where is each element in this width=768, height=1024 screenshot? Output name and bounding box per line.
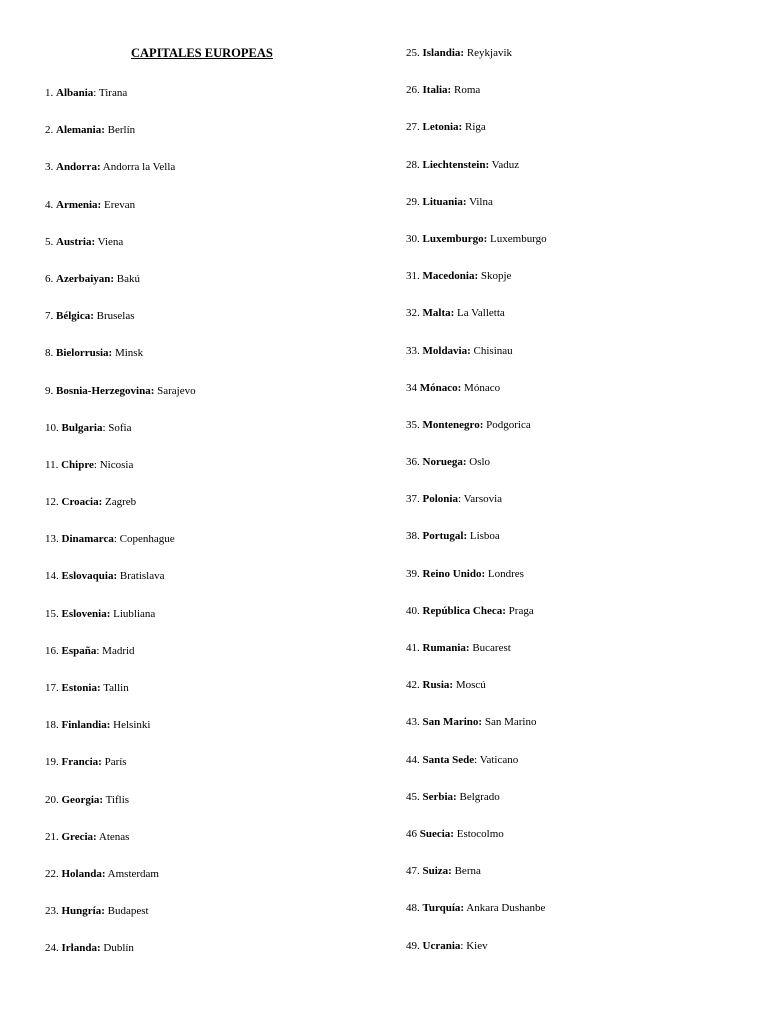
- list-item: [406, 195, 547, 232]
- entry-number: 6.: [45, 272, 56, 285]
- entry-capital: Bratislava: [119, 570, 165, 583]
- entry-country: Italia:: [422, 84, 452, 97]
- entry-capital: Estocolmo: [456, 827, 504, 840]
- entry-capital: Tallin: [103, 682, 129, 694]
- entry-country: Holanda:: [61, 867, 106, 880]
- list-item: [406, 678, 547, 715]
- entry-capital: San Marino: [484, 716, 537, 729]
- entry-number: 25.: [406, 47, 423, 59]
- entry-capital: Luxemburgo: [490, 232, 547, 245]
- entry-country: Finlandia:: [61, 719, 111, 732]
- entry-country: Mónaco:: [419, 381, 462, 394]
- entry-country: Francia:: [61, 756, 102, 769]
- entry-capital: Andorra la Vella: [102, 161, 176, 174]
- entry-capital: Oslo: [469, 456, 491, 469]
- entry-capital: Amsterdam: [107, 867, 159, 880]
- entry-number: 27.: [406, 121, 423, 134]
- entry-number: 34: [406, 381, 420, 394]
- entry-separator: :: [113, 533, 120, 546]
- entry-capital: Bucarest: [472, 642, 511, 654]
- entry-capital: Skopje: [480, 270, 512, 283]
- list-item: [45, 830, 196, 867]
- entry-country: Dinamarca: [61, 533, 114, 546]
- entry-capital: Vaduz: [491, 158, 520, 171]
- entry-number: 21.: [45, 830, 62, 843]
- entry-number: 19.: [45, 756, 62, 769]
- entry-country: Alemania:: [56, 124, 105, 137]
- entry-number: 4.: [45, 198, 56, 211]
- list-item: [45, 681, 196, 718]
- entry-number: 8.: [45, 347, 56, 360]
- list-item: [406, 269, 547, 306]
- list-item: [406, 83, 547, 120]
- list-item: [406, 790, 547, 827]
- list-item: [45, 160, 196, 197]
- list-item: [406, 120, 547, 157]
- entry-number: 11.: [45, 458, 62, 471]
- entry-number: 47.: [406, 865, 423, 878]
- entry-number: 23.: [45, 905, 62, 918]
- entry-capital: París: [104, 756, 127, 769]
- list-item: [45, 346, 196, 383]
- list-item: [406, 939, 547, 976]
- list-item: [406, 753, 547, 790]
- entry-country: San Marino:: [422, 716, 483, 729]
- entry-capital: Copenhague: [119, 533, 175, 546]
- entry-separator: :: [457, 493, 464, 506]
- entry-capital: Lisboa: [469, 530, 500, 543]
- entry-number: 46: [406, 827, 420, 840]
- entry-separator: :: [102, 421, 109, 434]
- entry-number: 41.: [406, 642, 423, 654]
- entry-number: 39.: [406, 567, 423, 580]
- list-item: [45, 755, 196, 792]
- entry-number: 31.: [406, 270, 423, 283]
- list-item: [406, 381, 547, 418]
- entry-number: 12.: [45, 496, 62, 509]
- list-item: [406, 232, 547, 269]
- entry-number: 14.: [45, 570, 62, 583]
- entry-country: Bosnia-Herzegovina:: [56, 384, 155, 397]
- entry-country: Luxemburgo:: [422, 232, 488, 245]
- list-item: [406, 529, 547, 566]
- entry-separator: :: [93, 87, 99, 99]
- list-item: [406, 344, 547, 381]
- entry-capital: Erevan: [103, 198, 136, 211]
- entry-number: 42.: [406, 679, 423, 692]
- entry-country: Bulgaria: [61, 421, 103, 434]
- entry-number: 22.: [45, 867, 62, 880]
- list-item: [45, 569, 196, 606]
- list-item: [45, 607, 196, 644]
- entry-country: Azerbaiyan:: [56, 272, 115, 285]
- entry-capital: Berna: [454, 865, 481, 878]
- entry-separator: :: [460, 939, 467, 952]
- entry-number: 18.: [45, 719, 62, 732]
- entry-country: Armenia:: [56, 198, 102, 211]
- entry-separator: :: [474, 753, 480, 766]
- list-item: [406, 827, 547, 864]
- entry-number: 30.: [406, 232, 423, 245]
- list-item: [45, 941, 196, 978]
- entry-number: 43.: [406, 716, 423, 729]
- entry-capital: Podgorica: [486, 418, 531, 431]
- entry-country: Islandia:: [422, 47, 465, 59]
- entry-capital: Kiev: [466, 939, 488, 952]
- entry-capital: Zagreb: [104, 496, 137, 509]
- entry-capital: Atenas: [98, 830, 130, 843]
- entry-country: Montenegro:: [422, 418, 484, 431]
- entry-capital: Bakú: [116, 272, 141, 285]
- entry-country: Austria:: [56, 235, 96, 248]
- list-item: [406, 492, 547, 529]
- entry-capital: Praga: [508, 604, 534, 617]
- entry-capital: Tirana: [98, 87, 128, 99]
- entry-capital: Roma: [453, 84, 481, 97]
- entry-number: 1.: [45, 87, 56, 99]
- list-item: [45, 198, 196, 235]
- entry-country: Rumania:: [422, 642, 470, 654]
- list-item: [45, 867, 196, 904]
- entry-capital: Chisinau: [473, 344, 513, 357]
- entry-capital: Tiflis: [105, 793, 130, 806]
- entry-number: 13.: [45, 533, 62, 546]
- entry-number: 10.: [45, 421, 62, 434]
- entry-number: 26.: [406, 84, 423, 97]
- entry-capital: Varsovia: [463, 493, 503, 506]
- entry-number: 38.: [406, 530, 423, 543]
- entry-capital: Nicosia: [99, 458, 134, 471]
- left-column-list: [45, 86, 196, 979]
- list-item: [45, 86, 196, 123]
- entry-country: Polonia: [422, 493, 458, 506]
- entry-country: Estonia:: [61, 682, 101, 694]
- entry-number: 7.: [45, 310, 56, 323]
- entry-country: Eslovaquia:: [61, 570, 118, 583]
- list-item: [406, 158, 547, 195]
- list-item: [45, 904, 196, 941]
- entry-capital: Riga: [464, 121, 486, 134]
- list-item: [45, 495, 196, 532]
- entry-number: 9.: [45, 384, 56, 397]
- entry-separator: :: [96, 644, 103, 657]
- entry-capital: Reykjavik: [466, 47, 513, 59]
- entry-capital: Viena: [97, 235, 124, 248]
- entry-country: España: [61, 644, 97, 657]
- list-item: [406, 641, 547, 678]
- entry-capital: Vilna: [469, 195, 493, 208]
- entry-number: 37.: [406, 493, 423, 506]
- entry-number: 32.: [406, 307, 423, 320]
- entry-country: Portugal:: [422, 530, 468, 543]
- entry-country: Andorra:: [56, 161, 101, 174]
- entry-capital: Budapest: [107, 905, 149, 918]
- entry-capital: Minsk: [114, 347, 144, 360]
- entry-capital: Sarajevo: [157, 384, 196, 397]
- entry-capital: Madrid: [102, 644, 135, 657]
- entry-country: Ucrania: [422, 939, 461, 952]
- entry-country: Albania: [56, 87, 94, 99]
- entry-country: Lituania:: [422, 195, 467, 208]
- entry-country: Serbia:: [422, 790, 457, 803]
- list-item: [45, 793, 196, 830]
- entry-country: Grecia:: [61, 830, 97, 843]
- entry-country: Turquía:: [422, 902, 465, 915]
- list-item: [406, 418, 547, 455]
- entry-country: Letonia:: [422, 121, 463, 134]
- entry-capital: Dublín: [103, 942, 134, 955]
- entry-country: Reino Unido:: [422, 567, 486, 580]
- list-item: [406, 567, 547, 604]
- entry-capital: Ankara Dushanbe: [466, 902, 546, 915]
- list-item: [406, 715, 547, 752]
- entry-number: 44.: [406, 753, 423, 766]
- list-item: [406, 46, 547, 83]
- list-item: [45, 309, 196, 346]
- right-column-list: [406, 46, 547, 976]
- entry-number: 28.: [406, 158, 423, 171]
- entry-number: 24.: [45, 942, 62, 955]
- entry-country: Moldavia:: [422, 344, 471, 357]
- list-item: [45, 644, 196, 681]
- entry-number: 5.: [45, 235, 56, 248]
- entry-country: Santa Sede: [422, 753, 475, 766]
- list-item: [406, 864, 547, 901]
- entry-separator: :: [93, 458, 100, 471]
- list-item: [406, 455, 547, 492]
- entry-capital: Mónaco: [464, 381, 501, 394]
- entry-number: 20.: [45, 793, 62, 806]
- entry-country: Macedonia:: [422, 270, 479, 283]
- entry-number: 3.: [45, 161, 56, 174]
- entry-country: Croacia:: [61, 496, 103, 509]
- entry-country: Rusia:: [422, 679, 454, 692]
- entry-country: Eslovenia:: [61, 607, 111, 620]
- list-item: [45, 272, 196, 309]
- entry-country: Hungría:: [61, 905, 105, 918]
- entry-country: Bielorrusia:: [56, 347, 113, 360]
- entry-number: 17.: [45, 682, 62, 694]
- entry-capital: Liubliana: [113, 607, 156, 620]
- entry-country: Suecia:: [419, 827, 454, 840]
- entry-number: 49.: [406, 939, 423, 952]
- entry-number: 35.: [406, 418, 423, 431]
- page-title: CAPITALES EUROPEAS: [131, 46, 273, 60]
- entry-capital: Berlín: [107, 124, 136, 137]
- entry-country: Liechtenstein:: [422, 158, 490, 171]
- entry-country: República Checa:: [422, 604, 506, 617]
- entry-number: 15.: [45, 607, 62, 620]
- entry-country: Bélgica:: [56, 310, 94, 323]
- entry-country: Malta:: [422, 307, 455, 320]
- entry-country: Georgia:: [61, 793, 104, 806]
- entry-country: Chipre: [61, 458, 94, 471]
- entry-number: 29.: [406, 195, 423, 208]
- entry-country: Suiza:: [422, 865, 452, 878]
- entry-number: 36.: [406, 456, 423, 469]
- list-item: [45, 532, 196, 569]
- entry-capital: Moscú: [455, 679, 486, 692]
- entry-number: 48.: [406, 902, 423, 915]
- list-item: [45, 718, 196, 755]
- entry-capital: Sofia: [108, 421, 132, 434]
- list-item: [45, 384, 196, 421]
- entry-capital: Bruselas: [96, 310, 135, 323]
- list-item: [45, 123, 196, 160]
- entry-capital: Belgrado: [459, 790, 500, 803]
- entry-number: 2.: [45, 124, 56, 137]
- entry-country: Noruega:: [422, 456, 467, 469]
- entry-number: 40.: [406, 604, 423, 617]
- entry-number: 16.: [45, 644, 62, 657]
- list-item: [406, 306, 547, 343]
- list-item: [45, 235, 196, 272]
- list-item: [406, 901, 547, 938]
- entry-number: 33.: [406, 344, 423, 357]
- entry-capital: La Valletta: [457, 307, 505, 320]
- entry-capital: Londres: [487, 567, 524, 580]
- list-item: [406, 604, 547, 641]
- entry-number: 45.: [406, 790, 423, 803]
- entry-capital: Vaticano: [479, 753, 519, 766]
- entry-country: Irlanda:: [61, 942, 101, 955]
- list-item: [45, 458, 196, 495]
- entry-capital: Helsinki: [113, 719, 151, 732]
- list-item: [45, 421, 196, 458]
